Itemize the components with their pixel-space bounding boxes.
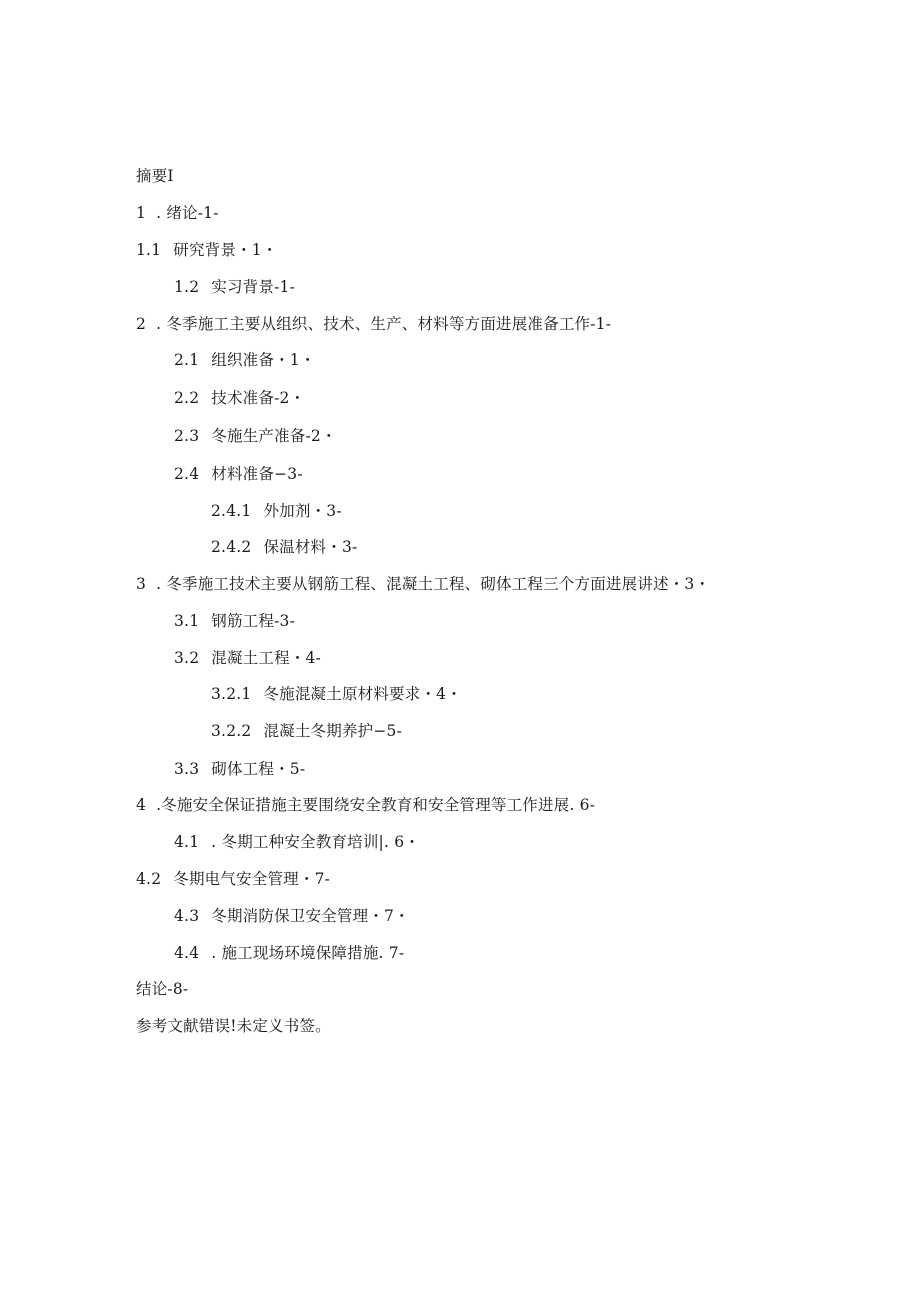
toc-entry-number: 4.1 — [174, 833, 200, 851]
toc-entry-number: 2 — [136, 315, 147, 333]
toc-entry-number: 4.3 — [174, 907, 200, 925]
toc-entry-text: 组织准备・1・ — [211, 351, 316, 369]
toc-entry-number: 1 — [136, 204, 147, 222]
toc-entry-text: 技术准备-2・ — [211, 389, 306, 407]
toc-entry-3[interactable] — [136, 574, 710, 594]
toc-entry-1-2[interactable] — [174, 277, 295, 297]
toc-entry-number: 2.1 — [174, 351, 200, 369]
toc-entry-4-3[interactable] — [174, 906, 410, 926]
toc-entry-number: 2.4.2 — [211, 538, 252, 556]
toc-entry-2-4-1[interactable] — [211, 501, 342, 521]
toc-entry-references[interactable] — [136, 1016, 331, 1036]
toc-entry-text: 冬施混凝土原材料要求・4・ — [263, 685, 462, 703]
toc-entry-text: . 冬期工种安全教育培训|. 6・ — [211, 833, 420, 851]
toc-entry-text: . 冬季施工技术主要从钢筋工程、混凝土工程、砌体工程三个方面进展讲述・3・ — [156, 575, 711, 593]
toc-entry-number: 3.2.2 — [211, 722, 252, 740]
toc-entry-text: . 绪论-1- — [156, 204, 219, 222]
toc-entry-text: 冬施生产准备-2・ — [211, 427, 337, 445]
toc-entry-number: 4.4 — [174, 944, 200, 962]
toc-entry-2-2[interactable] — [174, 388, 305, 408]
toc-entry-4[interactable] — [136, 795, 595, 815]
toc-entry-1-1[interactable] — [136, 240, 278, 260]
toc-entry-3-2[interactable] — [174, 648, 321, 668]
toc-entry-number: 1.1 — [136, 241, 162, 259]
toc-entry-text: 材料准备−3- — [211, 465, 303, 483]
toc-entry-text: 外加剂・3- — [263, 502, 342, 520]
toc-entry-abstract[interactable] — [136, 166, 174, 186]
toc-entry-text: 砌体工程・5- — [211, 760, 306, 778]
toc-entry-4-4[interactable] — [174, 943, 404, 963]
toc-entry-number: 3 — [136, 575, 147, 593]
toc-entry-text: 混凝土冬期养护−5- — [263, 722, 403, 740]
toc-entry-4-1[interactable] — [174, 832, 420, 852]
toc-entry-2-1[interactable] — [174, 350, 316, 370]
toc-entry-number: 3.1 — [174, 612, 200, 630]
toc-entry-text: 冬期消防保卫安全管理・7・ — [211, 907, 410, 925]
toc-entry-number: 4.2 — [136, 870, 162, 888]
toc-entry-number: 2.4 — [174, 465, 200, 483]
toc-entry-text: 钢筋工程-3- — [211, 612, 296, 630]
toc-entry-3-1[interactable] — [174, 611, 295, 631]
toc-entry-1[interactable] — [136, 203, 219, 223]
toc-entry-number: 3.2 — [174, 649, 200, 667]
toc-entry-text: . 施工现场环境保障措施. 7- — [211, 944, 405, 962]
toc-entry-2-3[interactable] — [174, 426, 337, 446]
toc-entry-2[interactable] — [136, 314, 611, 334]
toc-entry-text: 研究背景・1・ — [173, 241, 278, 259]
toc-entry-text: 结论-8- — [136, 980, 189, 998]
toc-entry-number: 4 — [136, 796, 147, 814]
toc-entry-text: 摘要I — [136, 167, 174, 185]
toc-entry-2-4-2[interactable] — [211, 537, 357, 557]
toc-entry-text: 实习背景-1- — [211, 278, 296, 296]
toc-entry-number: 2.2 — [174, 389, 200, 407]
toc-entry-number: 3.3 — [174, 760, 200, 778]
toc-entry-3-2-2[interactable] — [211, 721, 402, 741]
toc-entry-number: 2.3 — [174, 427, 200, 445]
toc-entry-text: . 冬季施工主要从组织、技术、生产、材料等方面进展准备工作-1- — [156, 315, 612, 333]
toc-entry-text: .冬施安全保证措施主要围绕安全教育和安全管理等工作进展. 6- — [156, 796, 596, 814]
toc-entry-conclusion[interactable] — [136, 979, 188, 999]
toc-entry-text: 混凝土工程・4- — [211, 649, 321, 667]
toc-entry-2-4[interactable] — [174, 464, 303, 484]
toc-entry-number: 1.2 — [174, 278, 200, 296]
toc-entry-number: 2.4.1 — [211, 502, 252, 520]
toc-entry-4-2[interactable] — [136, 869, 330, 889]
toc-entry-3-3[interactable] — [174, 759, 305, 779]
toc-entry-text: 保温材料・3- — [263, 538, 358, 556]
toc-entry-text: 参考文献错误!未定义书签。 — [136, 1017, 331, 1035]
toc-entry-3-2-1[interactable] — [211, 684, 462, 704]
toc-entry-text: 冬期电气安全管理・7- — [173, 870, 331, 888]
toc-entry-number: 3.2.1 — [211, 685, 252, 703]
